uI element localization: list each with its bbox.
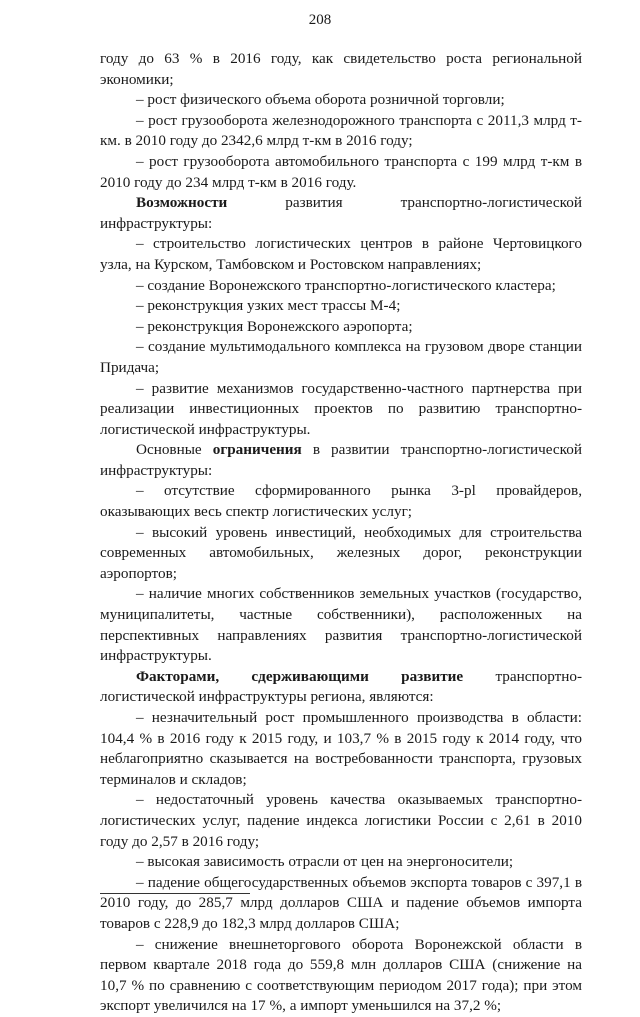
- paragraph: [100, 193, 582, 234]
- paragraph-text: – снижение внешнеторгового оборота Воронежской области в первом квартале 2018 года до 559,8 млн долларов США (снижение на 10,7 % по сравнению с соответствующим периодом 2017 года); при этом экспорт увеличился на 17 %, а импорт уменьшился на 37,2 %;: [100, 935, 582, 1015]
- paragraph-text: году до 63 % в 2016 году, как свидетельство роста региональной экономики;: [100, 50, 582, 88]
- bold-term: ограничения: [212, 441, 302, 459]
- paragraph-text: в развитии транспортно-логистической инфраструктуры:: [100, 441, 582, 479]
- paragraph: [100, 111, 582, 152]
- bold-term: Факторами, сдерживающими развитие: [136, 667, 464, 685]
- paragraph-text: – падение общегосударственных объемов экспорта товаров с 397,1 в 2010 году, до 285,7 млрд долларов США и падение объемов импорта товаров с 228,9 до 182,3 млрд долларов США;: [100, 873, 582, 932]
- paragraph: [100, 296, 582, 317]
- paragraph-text: – отсутствие сформированного рынка 3-pl провайдеров, оказывающих весь спектр логистических услуг;: [100, 482, 582, 521]
- paragraph-text: – рост грузооборота железнодорожного транспорта с 2011,3 млрд т-км. в 2010 году до 2342,6 млрд т-км в 2016 году;: [100, 111, 582, 150]
- paragraph-text: – развитие механизмов государственно-частного партнерства при реализации инвестиционных проектов по развитию транспортно-логистической инфраструктуры.: [100, 379, 582, 438]
- paragraph: [100, 708, 582, 790]
- paragraph-text: – создание Воронежского транспортно-логистического кластера;: [136, 276, 556, 294]
- paragraph-text: – недостаточный уровень качества оказываемых транспортно-логистических услуг, падение индекса логистики России с 2,61 в 2010 году до 2,57 в 2016 году;: [100, 791, 582, 850]
- paragraph: [100, 379, 582, 441]
- paragraph-text: – наличие многих собственников земельных участков (государство, муниципалитеты, частные собственники), расположенных на перспективных направлениях развития транспортно-логистической инфраструктуры.: [100, 585, 582, 665]
- footnote-rule: [100, 893, 250, 894]
- paragraph: [100, 523, 582, 585]
- paragraph: [100, 852, 582, 873]
- paragraph: [100, 234, 582, 275]
- paragraph-text: – реконструкция узких мест трассы М-4;: [136, 297, 401, 315]
- paragraph-text: Основные: [136, 441, 213, 459]
- paragraph: [100, 790, 582, 852]
- paragraph: [100, 584, 582, 666]
- bold-term: Возможности: [136, 194, 228, 212]
- paragraph: [100, 873, 582, 935]
- body-text: [100, 49, 582, 1017]
- paragraph: [100, 337, 582, 378]
- paragraph: [100, 317, 582, 338]
- paragraph-text: – рост грузооборота автомобильного транспорта с 199 млрд т-км в 2010 году до 234 млрд т-км в 2016 году.: [100, 152, 582, 191]
- paragraph: [100, 152, 582, 193]
- page-number: 208: [308, 12, 332, 28]
- paragraph-text: – высокая зависимость отрасли от цен на энергоносители;: [136, 853, 514, 871]
- paragraph: [100, 276, 582, 297]
- paragraph-text: – создание мультимодального комплекса на грузовом дворе станции Придача;: [100, 338, 582, 376]
- paragraph-text: – незначительный рост промышленного производства в области: 104,4 % в 2016 году к 2015 году, и 103,7 % в 2015 году к 2014 году, что неблагоприятно сказывается на востребованности транспорта, грузовых терминалов и складов;: [100, 709, 582, 788]
- paragraph-text: – высокий уровень инвестиций, необходимых для строительства современных автомобильных, железных дорог, реконструкции аэропортов;: [100, 523, 582, 582]
- paragraph: [100, 90, 582, 111]
- paragraph-text: – реконструкция Воронежского аэропорта;: [136, 317, 413, 335]
- paragraph-text: транспортно-логистической инфраструктуры региона, являются:: [100, 667, 582, 706]
- paragraph: [100, 440, 582, 481]
- paragraph: [100, 935, 582, 1017]
- paragraph-text: – рост физического объема оборота розничной торговли;: [136, 91, 505, 109]
- paragraph-text: развития транспортно-логистической инфраструктуры:: [100, 194, 582, 232]
- paragraph: [100, 49, 582, 90]
- paragraph: [100, 667, 582, 708]
- paragraph: [100, 481, 582, 522]
- paragraph-text: – строительство логистических центров в районе Чертовицкого узла, на Курском, Тамбовском и Ростовском направлениях;: [100, 235, 582, 273]
